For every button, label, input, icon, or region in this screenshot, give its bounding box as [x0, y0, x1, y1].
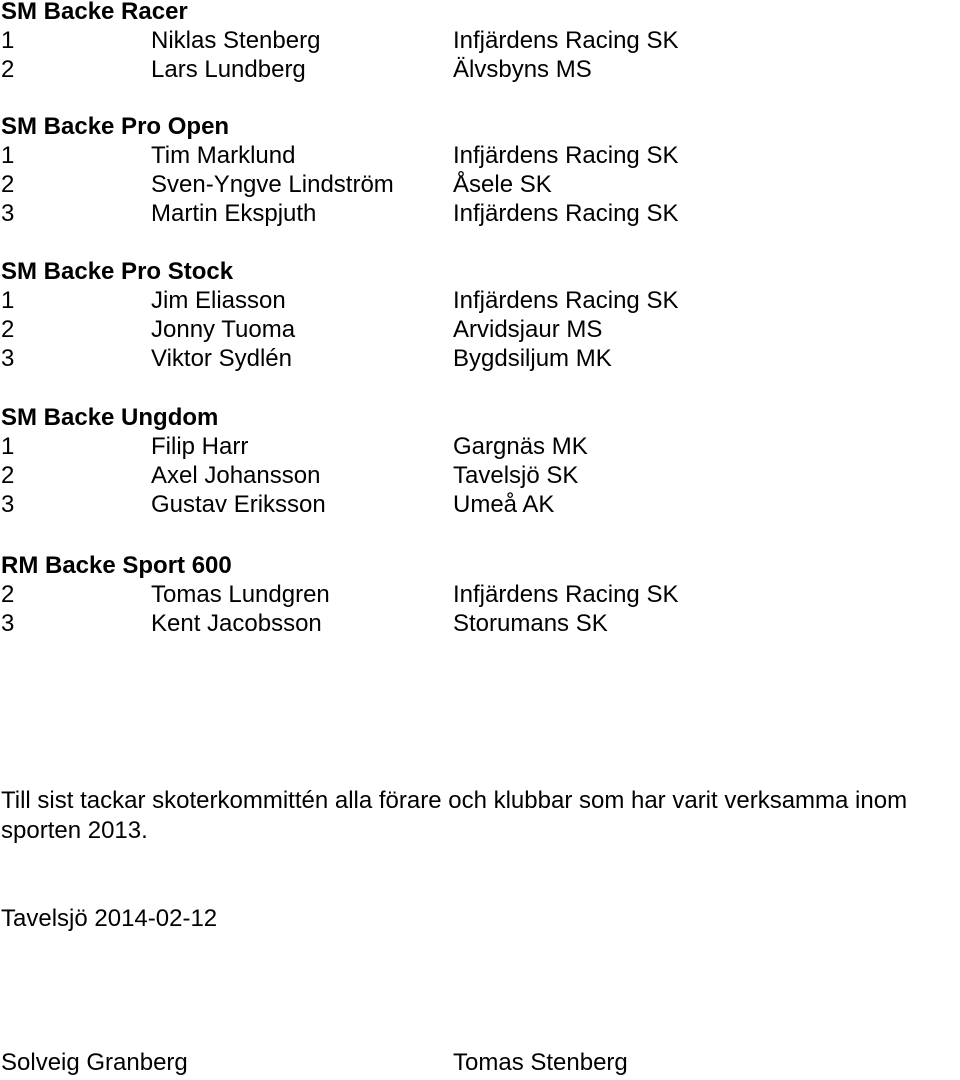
- placing: 1: [1, 433, 15, 460]
- section-title: SM Backe Racer: [1, 0, 188, 25]
- club-name: Älvsbyns MS: [453, 56, 592, 83]
- result-row: [0, 199, 960, 228]
- signature-name: Solveig Granberg: [1, 1049, 188, 1076]
- result-row: [0, 141, 960, 170]
- placing: 3: [1, 610, 15, 637]
- club-name: Infjärdens Racing SK: [453, 142, 679, 169]
- driver-name: Viktor Sydlén: [151, 345, 292, 372]
- result-row: [0, 315, 960, 344]
- club-name: Bygdsiljum MK: [453, 345, 612, 372]
- result-row: [0, 170, 960, 199]
- driver-name: Martin Ekspjuth: [151, 200, 317, 227]
- section-title: RM Backe Sport 600: [1, 552, 232, 579]
- club-name: Infjärdens Racing SK: [453, 581, 679, 608]
- section-title: SM Backe Ungdom: [1, 404, 219, 431]
- placing: 2: [1, 171, 15, 198]
- placing: 1: [1, 142, 15, 169]
- driver-name: Tim Marklund: [151, 142, 296, 169]
- driver-name: Filip Harr: [151, 433, 249, 460]
- result-row: [0, 609, 960, 638]
- result-row: [0, 286, 960, 315]
- placing: 3: [1, 345, 15, 372]
- placing: 1: [1, 27, 15, 54]
- result-row: [0, 461, 960, 490]
- driver-name: Tomas Lundgren: [151, 581, 330, 608]
- club-name: Storumans SK: [453, 610, 608, 637]
- driver-name: Jim Eliasson: [151, 287, 286, 314]
- placing: 2: [1, 56, 15, 83]
- result-row: [0, 580, 960, 609]
- placing: 3: [1, 491, 15, 518]
- driver-name: Jonny Tuoma: [151, 316, 296, 343]
- result-row: [0, 344, 960, 373]
- placing: 2: [1, 581, 15, 608]
- driver-name: Sven-Yngve Lindström: [151, 171, 394, 198]
- club-name: Gargnäs MK: [453, 433, 588, 460]
- club-name: Infjärdens Racing SK: [453, 287, 679, 314]
- result-row: [0, 432, 960, 461]
- club-name: Infjärdens Racing SK: [453, 200, 679, 227]
- result-row: [0, 490, 960, 519]
- club-name: Tavelsjö SK: [453, 462, 579, 489]
- driver-name: Axel Johansson: [151, 462, 321, 489]
- club-name: Åsele SK: [453, 171, 552, 198]
- placing: 1: [1, 287, 15, 314]
- placing: 3: [1, 200, 15, 227]
- section-title: SM Backe Pro Open: [1, 113, 230, 140]
- club-name: Infjärdens Racing SK: [453, 27, 679, 54]
- driver-name: Kent Jacobsson: [151, 610, 322, 637]
- result-row: [0, 55, 960, 84]
- club-name: Umeå AK: [453, 491, 555, 518]
- result-row: [0, 26, 960, 55]
- driver-name: Lars Lundberg: [151, 56, 306, 83]
- placing: 2: [1, 462, 15, 489]
- placing: 2: [1, 316, 15, 343]
- driver-name: Gustav Eriksson: [151, 491, 326, 518]
- closing-paragraph: Till sist tackar skoterkommittén alla förare och klubbar som har varit verksamma inom sporten 2013.: [1, 787, 908, 844]
- place-and-date: Tavelsjö 2014-02-12: [1, 905, 218, 932]
- club-name: Arvidsjaur MS: [453, 316, 603, 343]
- driver-name: Niklas Stenberg: [151, 27, 321, 54]
- section-title: SM Backe Pro Stock: [1, 258, 234, 285]
- signature-name: Tomas Stenberg: [453, 1049, 628, 1076]
